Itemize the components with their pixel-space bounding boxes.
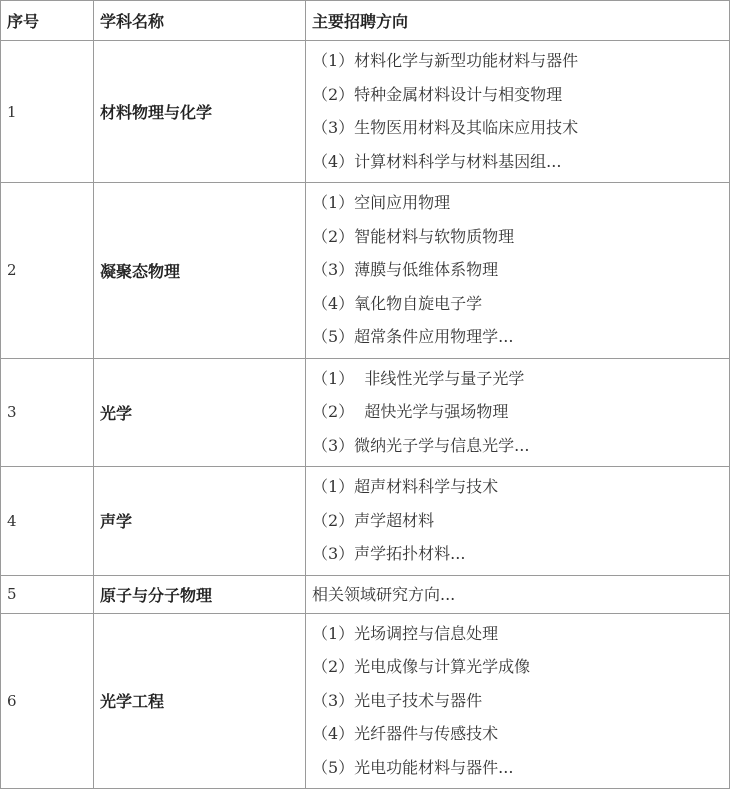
direction-item: （3）薄膜与低维体系物理 [312, 260, 499, 279]
direction-item: 相关领域研究方向... [312, 584, 456, 604]
direction-item: （3）光电子技术与器件 [312, 690, 483, 710]
direction-item: （1）空间应用物理 [312, 193, 451, 212]
header-directions: 主要招聘方向 [306, 1, 730, 41]
direction-item: （4）计算材料科学与材料基因组... [312, 151, 562, 171]
table-row [1, 575, 730, 613]
discipline-name: 光学 [94, 358, 306, 467]
direction-item: （2）光电成像与计算光学成像 [312, 657, 531, 676]
direction-list [306, 41, 730, 183]
row-index: 1 [1, 41, 94, 183]
row-index: 6 [1, 613, 94, 789]
header-discipline: 学科名称 [94, 1, 306, 41]
direction-item: （1） 非线性光学与量子光学 [312, 368, 525, 388]
direction-item: （1）超声材料科学与技术 [312, 477, 499, 496]
discipline-name: 凝聚态物理 [94, 183, 306, 359]
direction-list [306, 183, 730, 359]
direction-item: （2）特种金属材料设计与相变物理 [312, 84, 563, 104]
direction-item: （2）智能材料与软物质物理 [312, 226, 515, 246]
direction-item: （1）材料化学与新型功能材料与器件 [312, 51, 579, 70]
table-row [1, 467, 730, 576]
discipline-name: 声学 [94, 467, 306, 576]
header-index: 序号 [1, 1, 94, 41]
row-index: 5 [1, 575, 94, 613]
discipline-name: 材料物理与化学 [94, 41, 306, 183]
direction-item: （1）光场调控与信息处理 [312, 623, 499, 643]
direction-item: （3）声学拓扑材料... [312, 544, 466, 563]
row-index: 3 [1, 358, 94, 467]
direction-item: （3）生物医用材料及其临床应用技术 [312, 118, 579, 137]
direction-item: （2） 超快光学与强场物理 [312, 402, 509, 421]
table-row [1, 183, 730, 359]
direction-item: （4）氧化物自旋电子学 [312, 293, 483, 313]
direction-item: （3）微纳光子学与信息光学... [312, 435, 530, 455]
discipline-name: 原子与分子物理 [94, 575, 306, 613]
table-row [1, 613, 730, 789]
row-index: 4 [1, 467, 94, 576]
table-row [1, 358, 730, 467]
direction-list [306, 358, 730, 467]
direction-item: （4）光纤器件与传感技术 [312, 724, 499, 743]
discipline-name: 光学工程 [94, 613, 306, 789]
direction-item: （5）超常条件应用物理学... [312, 327, 514, 346]
table-row [1, 41, 730, 183]
direction-list [306, 575, 730, 613]
direction-item: （5）光电功能材料与器件... [312, 757, 514, 777]
direction-list [306, 613, 730, 789]
direction-list [306, 467, 730, 576]
direction-item: （2）声学超材料 [312, 510, 435, 530]
row-index: 2 [1, 183, 94, 359]
header-row [1, 1, 730, 41]
